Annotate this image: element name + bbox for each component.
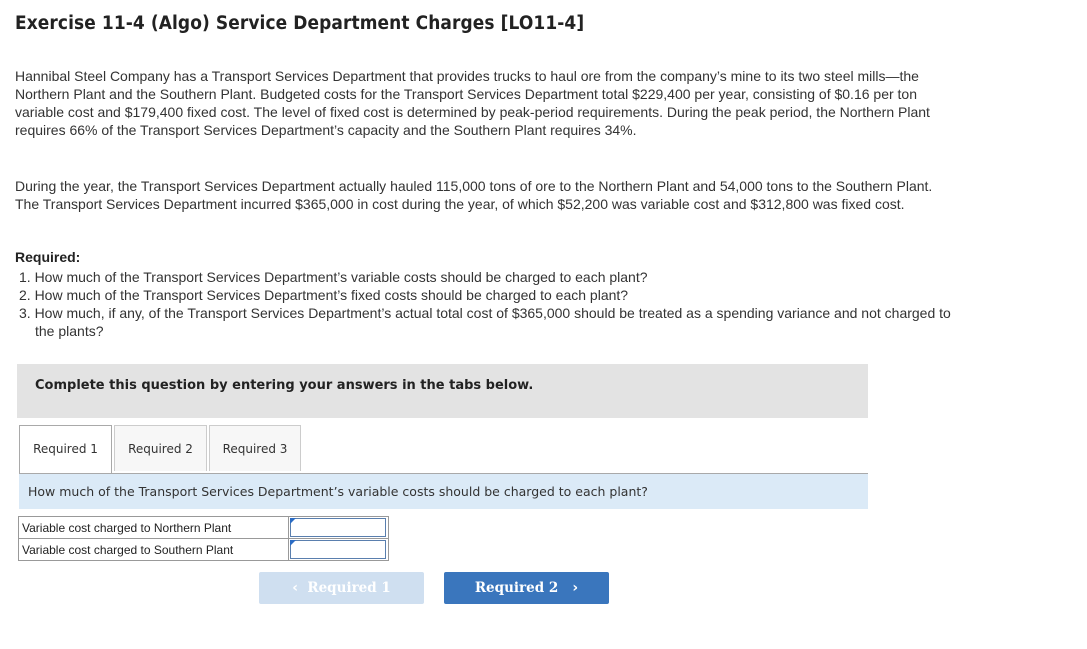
prev-required-button[interactable] (259, 572, 424, 604)
answer-cell-northern (289, 517, 389, 539)
required-item-3: 3. How much, if any, of the Transport Services Department’s actual total cost of $365,000 should be treated as a spending variance and not charged to the plants? (19, 305, 951, 339)
table-row (19, 539, 389, 561)
flag-icon (290, 518, 296, 524)
answer-cell-southern (289, 539, 389, 561)
tab-bar (19, 425, 868, 474)
chevron-left-icon: ‹ (292, 580, 298, 596)
required-item-1: 1. How much of the Transport Services Department’s variable costs should be charged to each plant? (19, 269, 648, 285)
prev-button-label: Required 1 (307, 580, 391, 596)
row-label-southern: Variable cost charged to Southern Plant (19, 539, 289, 561)
next-button-label: Required 2 (474, 580, 559, 596)
row-label-northern: Variable cost charged to Northern Plant (19, 517, 289, 539)
problem-paragraph-1: Hannibal Steel Company has a Transport Services Department that provides trucks to haul ore from the company’s mine to its two steel mills—the Northern Plant and the Southern Plant. Budgeted costs for the Transport Services Department total $229,400 per year, consisting of $0.16 per ton variable cost and $179,400 fixed cost. The level of fixed cost is determined by peak-period requirements. During the peak period, the Northern Plant requires 66% of the Transport Services Department’s capacity and the Southern Plant requires 34%. (15, 68, 930, 138)
chevron-right-icon: › (572, 580, 579, 596)
northern-variable-cost-input[interactable] (290, 518, 386, 537)
southern-variable-cost-input[interactable] (290, 540, 386, 559)
required-item-2: 2. How much of the Transport Services Department’s fixed costs should be charged to each plant? (19, 287, 629, 303)
page-title: Exercise 11-4 (Algo) Service Department Charges [LO11-4] (15, 13, 585, 34)
question-text: How much of the Transport Services Department’s variable costs should be charged to each plant? (28, 484, 648, 499)
table-row (19, 517, 389, 539)
tab-required-3[interactable]: Required 3 (209, 425, 301, 471)
instruction-banner (17, 364, 868, 418)
question-bar (19, 474, 868, 509)
flag-icon (290, 540, 296, 546)
answer-table (18, 516, 389, 561)
tab-required-2[interactable]: Required 2 (114, 425, 207, 471)
tab-required-1[interactable]: Required 1 (19, 425, 112, 473)
next-required-button[interactable] (444, 572, 609, 604)
required-list (15, 268, 955, 340)
required-heading: Required: (15, 249, 81, 265)
problem-paragraph-2: During the year, the Transport Services Department actually hauled 115,000 tons of ore to the Northern Plant and 54,000 tons to the Southern Plant. The Transport Services Department incurred $365,000 in cost during the year, of which $52,200 was variable cost and $312,800 was fixed cost. (15, 178, 933, 212)
instruction-text: Complete this question by entering your answers in the tabs below. (35, 378, 534, 393)
